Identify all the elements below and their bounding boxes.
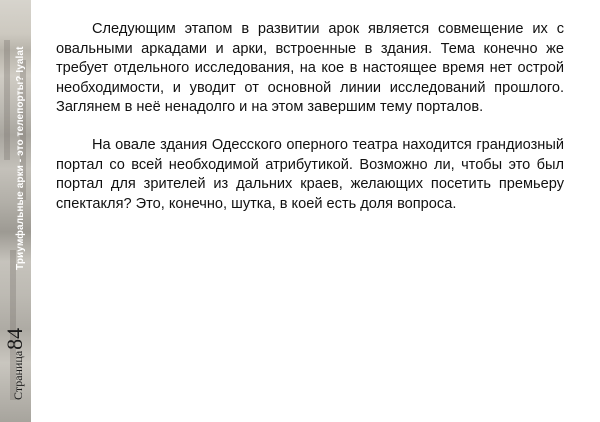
document-running-title: Триумфальные арки - это телепорты? Iyalat bbox=[15, 46, 26, 270]
page-number: 84 bbox=[2, 327, 27, 350]
sidebar-decoration bbox=[4, 40, 10, 160]
page-number-label bbox=[2, 328, 28, 400]
page-word: Страница bbox=[11, 350, 25, 400]
paragraph: На овале здания Одесского оперного театра находится грандиозный портал со всей необходимой атрибутикой. Возможно ли, чтобы это был портал для зрителей из дальних краев, желающих посетить премьеру спектакля? Это, конечно, шутка, в коей есть доля вопроса. bbox=[56, 136, 564, 212]
document-body bbox=[56, 20, 564, 232]
paragraph: Следующим этапом в развитии арок является совмещение их с овальными аркадами и арки, встроенные в здания. Тема конечно же требует отдельного исследования, на кое в настоящее время нет острой необходимости, и уводит от основной линии исследований прошлого. Заглянем в неё ненадолго и на этом завершим тему порталов. bbox=[56, 21, 564, 116]
